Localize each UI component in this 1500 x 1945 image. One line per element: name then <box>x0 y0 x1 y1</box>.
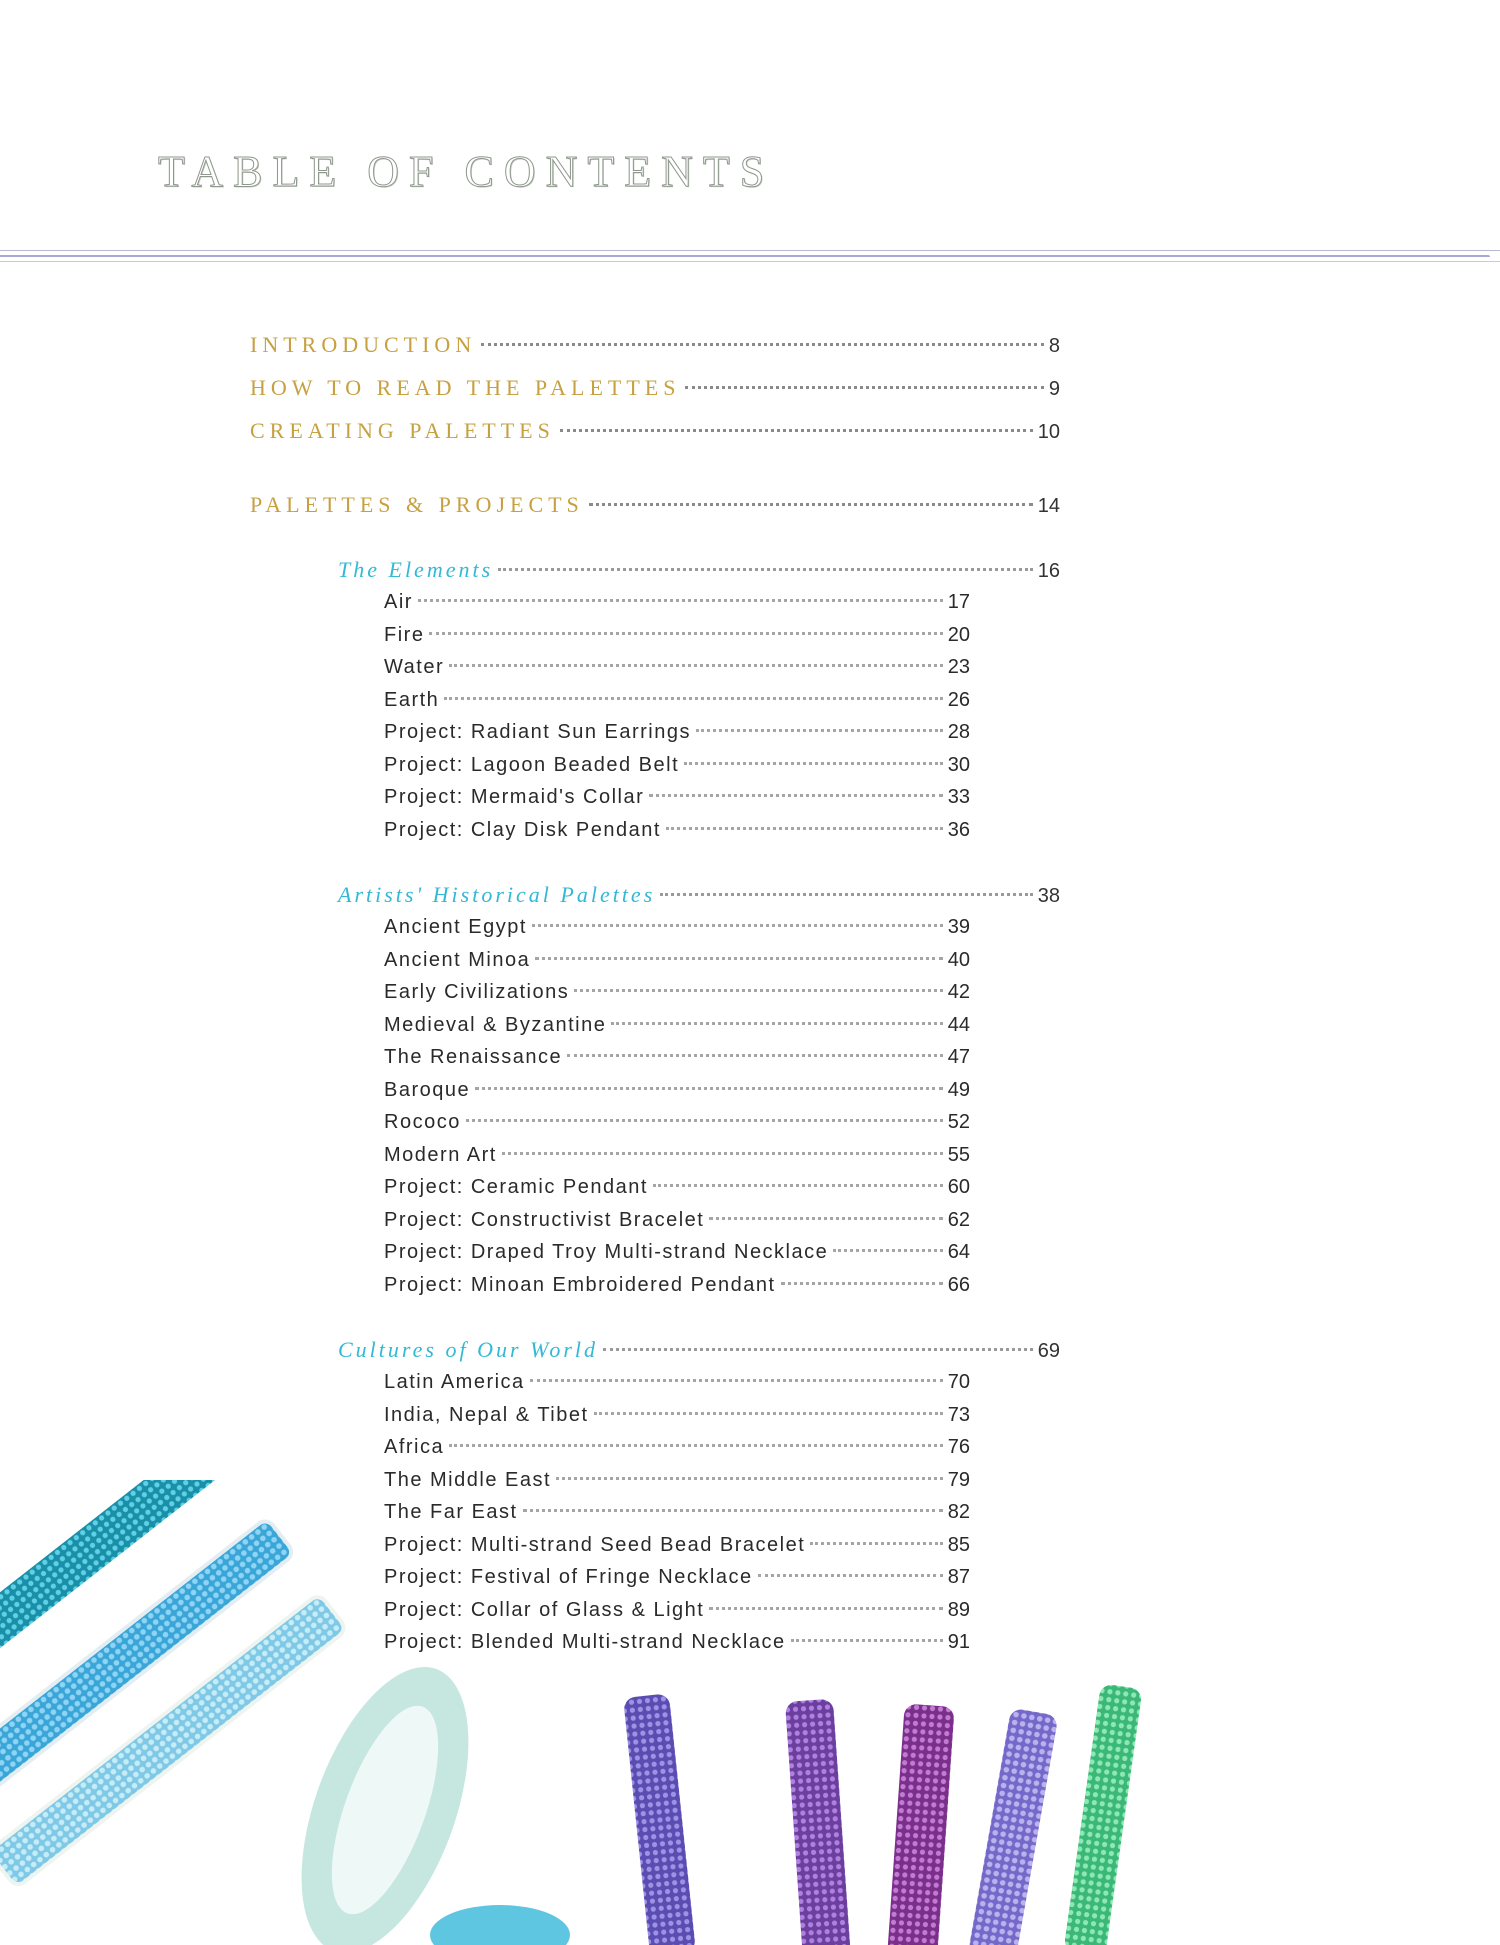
toc-item-label: Project: Multi-strand Seed Bead Bracelet <box>384 1534 806 1556</box>
toc-item-label: Latin America <box>384 1371 525 1393</box>
toc-item-label: Project: Minoan Embroidered Pendant <box>384 1274 776 1296</box>
toc-section-heading <box>338 1335 1060 1365</box>
toc-item-page-number: 60 <box>947 1176 970 1198</box>
toc-item-page-number: 73 <box>947 1404 970 1426</box>
toc-item <box>384 587 970 617</box>
toc-item <box>384 1107 970 1137</box>
dot-leader <box>481 343 1044 346</box>
toc-item <box>384 815 970 845</box>
toc-item-label: Africa <box>384 1436 445 1458</box>
toc-item <box>384 685 970 715</box>
toc-major-entry-page-number: 9 <box>1048 378 1060 400</box>
toc-item <box>384 717 970 747</box>
dot-leader <box>611 1022 942 1025</box>
toc-item-page-number: 66 <box>947 1274 970 1296</box>
toc-item-label: Project: Radiant Sun Earrings <box>384 721 691 743</box>
toc-section-heading <box>338 555 1060 585</box>
toc-major-entry-page-number: 14 <box>1037 495 1060 517</box>
dot-leader <box>696 729 943 732</box>
dot-leader <box>530 1379 943 1382</box>
toc-item-page-number: 79 <box>947 1469 970 1491</box>
toc-major-entry <box>250 490 1060 520</box>
dot-leader <box>429 632 942 635</box>
toc-item-page-number: 87 <box>947 1566 970 1588</box>
toc-item-label: Project: Festival of Fringe Necklace <box>384 1566 753 1588</box>
toc-major-entry <box>250 416 1060 446</box>
toc-item <box>384 1010 970 1040</box>
toc-item <box>384 1172 970 1202</box>
toc-item-label: Project: Constructivist Bracelet <box>384 1209 705 1231</box>
toc-major-entry-label: INTRODUCTION <box>250 332 477 357</box>
dot-leader <box>660 893 1032 896</box>
dot-leader <box>532 924 943 927</box>
toc-item-label: Rococo <box>384 1111 461 1133</box>
toc-item <box>384 782 970 812</box>
toc-item-page-number: 70 <box>947 1371 970 1393</box>
bead-tubes-photo <box>0 1480 1500 1945</box>
toc-item-label: Fire <box>384 624 425 646</box>
toc-item <box>384 912 970 942</box>
dot-leader <box>649 794 942 797</box>
toc-item-label: Ancient Egypt <box>384 916 527 938</box>
toc-item-label: India, Nepal & Tibet <box>384 1404 589 1426</box>
toc-major-entry <box>250 373 1060 403</box>
toc-item-label: Project: Blended Multi-strand Necklace <box>384 1631 786 1653</box>
toc-item-label: The Far East <box>384 1501 518 1523</box>
toc-major-entry-label: HOW TO READ THE PALETTES <box>250 375 681 400</box>
toc-item <box>384 1367 970 1397</box>
toc-major-entry-page-number: 10 <box>1037 421 1060 443</box>
toc-item-label: Project: Draped Troy Multi-strand Necklace <box>384 1241 829 1263</box>
toc-item-label: Air <box>384 591 413 613</box>
toc-item-label: Project: Ceramic Pendant <box>384 1176 648 1198</box>
toc-item-page-number: 33 <box>947 786 970 808</box>
dot-leader <box>781 1282 943 1285</box>
toc-item <box>384 977 970 1007</box>
toc-item-label: Earth <box>384 689 440 711</box>
toc-item-label: Project: Lagoon Beaded Belt <box>384 754 680 776</box>
toc-item-label: Project: Clay Disk Pendant <box>384 819 661 841</box>
toc-item <box>384 620 970 650</box>
dot-leader <box>653 1184 943 1187</box>
toc-item-label: The Renaissance <box>384 1046 563 1068</box>
toc-item-page-number: 85 <box>947 1534 970 1556</box>
dot-leader <box>418 599 943 602</box>
toc-item <box>384 1140 970 1170</box>
toc-item-label: Project: Collar of Glass & Light <box>384 1599 705 1621</box>
toc-item-label: Project: Mermaid's Collar <box>384 786 645 808</box>
dot-leader <box>449 664 943 667</box>
toc-major-entry-label: PALETTES & PROJECTS <box>250 492 584 517</box>
toc-item-page-number: 89 <box>947 1599 970 1621</box>
dot-leader <box>560 429 1033 432</box>
toc-item-page-number: 91 <box>947 1631 970 1653</box>
toc-section-heading-page-number: 69 <box>1037 1340 1060 1362</box>
toc-major-entry-page-number: 8 <box>1048 335 1060 357</box>
toc-item-label: Water <box>384 656 445 678</box>
toc-item <box>384 1237 970 1267</box>
toc-section-heading-label: The Elements <box>338 557 494 582</box>
dot-leader <box>833 1249 943 1252</box>
dot-leader <box>498 568 1033 571</box>
toc-item-label: Medieval & Byzantine <box>384 1014 607 1036</box>
dot-leader <box>449 1444 943 1447</box>
page-title: TABLE OF CONTENTS <box>158 147 775 196</box>
toc-item-label: Modern Art <box>384 1144 497 1166</box>
toc-item-page-number: 82 <box>947 1501 970 1523</box>
toc-item-page-number: 26 <box>947 689 970 711</box>
toc-item <box>384 945 970 975</box>
toc-item-page-number: 17 <box>947 591 970 613</box>
dot-leader <box>567 1054 943 1057</box>
toc-item <box>384 1075 970 1105</box>
toc-item-page-number: 47 <box>947 1046 970 1068</box>
toc-item-page-number: 64 <box>947 1241 970 1263</box>
toc-item <box>384 1432 970 1462</box>
toc-section-heading-label: Artists' Historical Palettes <box>338 882 656 907</box>
dot-leader <box>502 1152 943 1155</box>
dot-leader <box>535 957 943 960</box>
toc-section-heading-page-number: 16 <box>1037 560 1060 582</box>
toc-major-entry-label: CREATING PALETTES <box>250 418 555 443</box>
toc-item <box>384 750 970 780</box>
toc-item-label: The Middle East <box>384 1469 552 1491</box>
dot-leader <box>444 697 942 700</box>
toc-item-label: Baroque <box>384 1079 471 1101</box>
toc-item-page-number: 40 <box>947 949 970 971</box>
toc-item <box>384 1400 970 1430</box>
toc-item-page-number: 42 <box>947 981 970 1003</box>
dot-leader <box>589 503 1033 506</box>
toc-item-page-number: 20 <box>947 624 970 646</box>
dot-leader <box>685 386 1043 389</box>
toc-section-heading-page-number: 38 <box>1037 885 1060 907</box>
toc-item-page-number: 23 <box>947 656 970 678</box>
toc-section-heading-label: Cultures of Our World <box>338 1337 599 1362</box>
toc-item <box>384 652 970 682</box>
dot-leader <box>603 1348 1033 1351</box>
toc-item-page-number: 76 <box>947 1436 970 1458</box>
toc-item-page-number: 30 <box>947 754 970 776</box>
dot-leader <box>475 1087 943 1090</box>
toc-item-page-number: 52 <box>947 1111 970 1133</box>
toc-item-page-number: 55 <box>947 1144 970 1166</box>
toc-item-page-number: 49 <box>947 1079 970 1101</box>
toc-item <box>384 1205 970 1235</box>
toc-item-page-number: 62 <box>947 1209 970 1231</box>
toc-item-page-number: 36 <box>947 819 970 841</box>
toc-item-page-number: 39 <box>947 916 970 938</box>
toc-item-page-number: 28 <box>947 721 970 743</box>
dot-leader <box>594 1412 943 1415</box>
toc-item <box>384 1270 970 1300</box>
toc-item-label: Early Civilizations <box>384 981 570 1003</box>
toc-major-entry <box>250 330 1060 360</box>
dot-leader <box>574 989 943 992</box>
toc-item-label: Ancient Minoa <box>384 949 531 971</box>
dot-leader <box>709 1217 942 1220</box>
toc-section-heading <box>338 880 1060 910</box>
toc-item-page-number: 44 <box>947 1014 970 1036</box>
dot-leader <box>666 827 943 830</box>
toc-item <box>384 1042 970 1072</box>
dot-leader <box>684 762 943 765</box>
dot-leader <box>466 1119 943 1122</box>
